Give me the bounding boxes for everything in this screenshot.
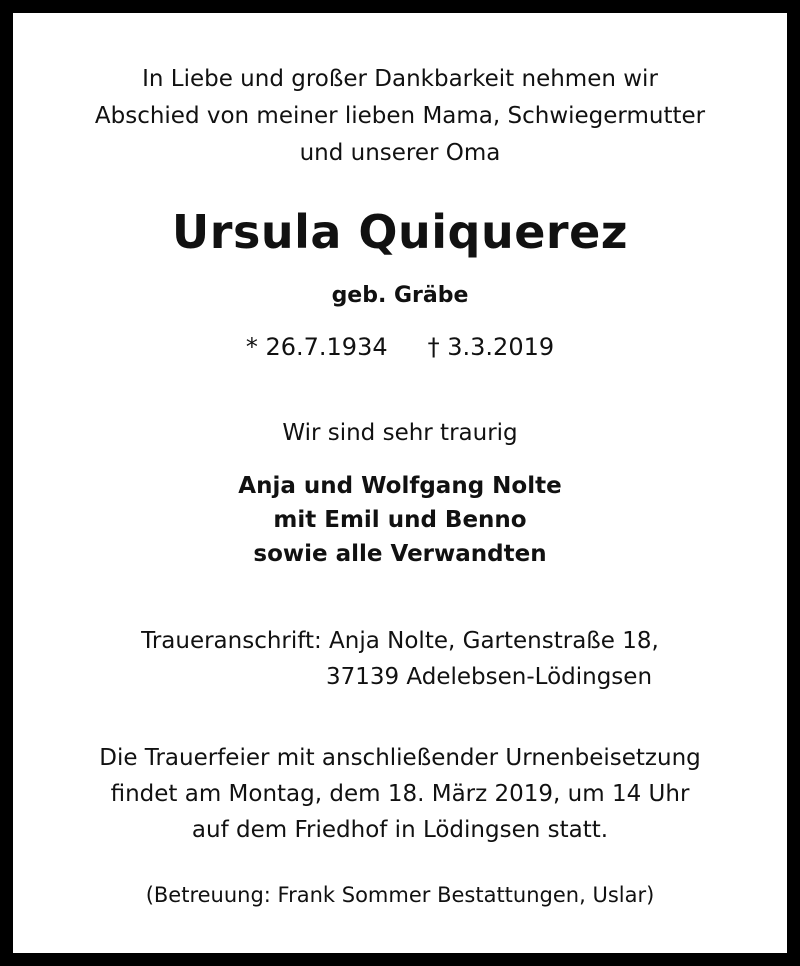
address-line-2: 37139 Adelebsen-Lödingsen xyxy=(325,664,653,690)
ceremony-info xyxy=(13,740,787,848)
mourners-list xyxy=(13,469,787,571)
ceremony-line-3: auf dem Friedhof in Lödingsen statt. xyxy=(191,817,609,843)
mourners-line-2: mit Emil und Benno xyxy=(273,507,527,533)
ceremony-line-2: findet am Montag, dem 18. März 2019, um 14 Uhr xyxy=(110,781,690,807)
death-date: † 3.3.2019 xyxy=(427,333,555,361)
ceremony-line-1: Die Trauerfeier mit anschließender Urnenbeisetzung xyxy=(99,745,701,771)
intro-line-1: In Liebe und großer Dankbarkeit nehmen wir xyxy=(142,66,658,92)
undertaker-note: (Betreuung: Frank Sommer Bestattungen, Uslar) xyxy=(145,883,655,907)
intro-line-3: und unserer Oma xyxy=(299,140,501,166)
intro-text xyxy=(13,61,787,172)
mourning-address xyxy=(13,623,787,695)
maiden-name: geb. Gräbe xyxy=(331,283,469,308)
mourners-line-1: Anja und Wolfgang Nolte xyxy=(238,473,562,499)
deceased-name: Ursula Quiquerez xyxy=(171,205,629,259)
intro-line-2: Abschied von meiner lieben Mama, Schwiegermutter xyxy=(94,103,706,129)
address-line-1: Traueranschrift: Anja Nolte, Gartenstraße 18, xyxy=(141,628,659,654)
mourners-line-3: sowie alle Verwandten xyxy=(253,541,547,567)
obituary-notice xyxy=(13,13,787,953)
birth-date: * 26.7.1934 xyxy=(245,333,388,361)
mourning-statement: Wir sind sehr traurig xyxy=(282,420,518,446)
life-dates xyxy=(13,333,787,361)
